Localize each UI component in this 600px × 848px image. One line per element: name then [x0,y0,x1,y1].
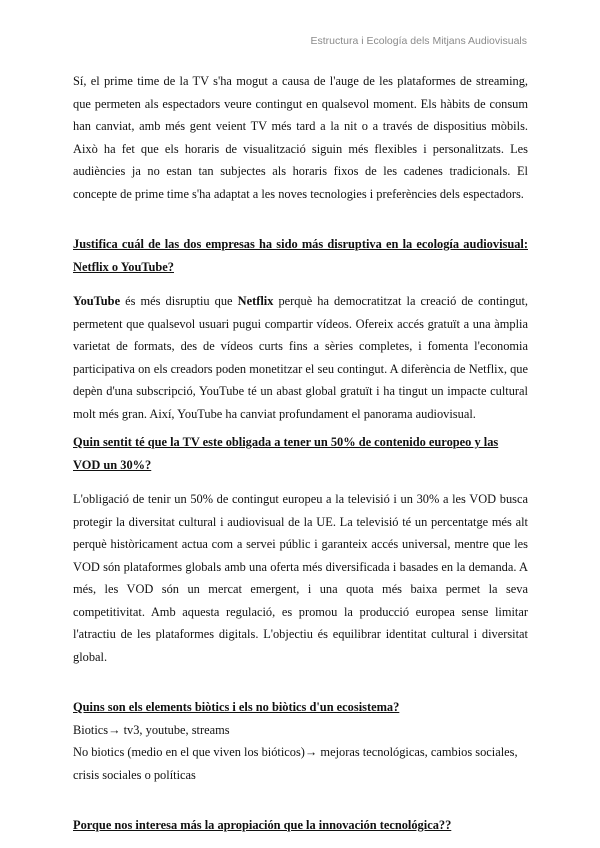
document-body [73,70,528,837]
answer-european-quota: L'obligació de tenir un 50% de contingut europeu a la televisió i un 30% a les VOD busca protegir la diversitat cultural i audiovisual de la UE. La televisió té un percentatge més alt perquè històricament actua com a servei públic i garanteix accés universal, mentre que les VOD són plataformes globals amb una oferta més diversificada i basades en la demanda. A més, les VOD són un mercat emergent, i una quota més baixa permet la seva competitivitat. Amb aquesta regulació, es promou la producció europea sense limitar l'atractiu de les plataformes digitals. L'objectiu és equilibrar identitat cultural i diversitat global. [73,492,528,664]
answer-disruptive-company [73,290,528,425]
question-european-quota: Quin sentit té que la TV este obligada a tener un 50% de contenido europeo y las VOD un 30%? [73,435,499,472]
netflix-bold: Netflix [237,294,274,308]
answer-text-b: perquè ha democratitzat la creació de contingut, permetent que qualsevol usuari pugui compartir vídeos. Ofereix accés gratuït a una àmplia varietat de formats, des de vídeos curts fins a sèries completes, i fomenta l'economia participativa on els creadors poden monetitzar el seu contingut. A diferència de Netflix, que depèn d'una subscripció, YouTube té un abast global gratuït i ha tingut un impacte cultural molt més gran. Així, YouTube ha canviat profundament el panorama audiovisual. [73,294,528,421]
biotic-line: Biotics→ tv3, youtube, streams [73,722,230,737]
intro-paragraph: Sí, el prime time de la TV s'ha mogut a causa de l'auge de les plataformes de streaming, que permeten als espectadors veure contingut en qualsevol moment. Els hàbits de consum han canviat, amb més gent veient TV més tard a la nit o a través de dispositius mòbils. Això ha fet que els horaris de visualització siguin més flexibles i personalitzats. Les audiències ja no estan tan subjectes als horaris fixos de les cadenes tradicionals. El concepte de prime time s'ha adaptat a les noves tecnologies i preferències dels espectadors. [73,74,528,201]
youtube-bold: YouTube [73,294,121,308]
question-appropriation: Porque nos interesa más la apropiación que la innovación tecnológica?? [73,818,452,832]
answer-text-a: és més disruptiu que [120,294,238,308]
running-header: Estructura i Ecología dels Mitjans Audiovisuals [310,35,527,47]
question-ecosystem-elements: Quins son els elements biòtics i els no biòtics d'un ecosistema? [73,700,400,714]
question-disruptive-company: Justifica cuál de las dos empresas ha sido más disruptiva en la ecología audiovisual: Netflix o YouTube? [73,237,528,274]
abiotic-line: No biotics (medio en el que viven los bióticos)→ mejoras tecnológicas, cambios sociales, crisis sociales o políticas [73,745,518,782]
